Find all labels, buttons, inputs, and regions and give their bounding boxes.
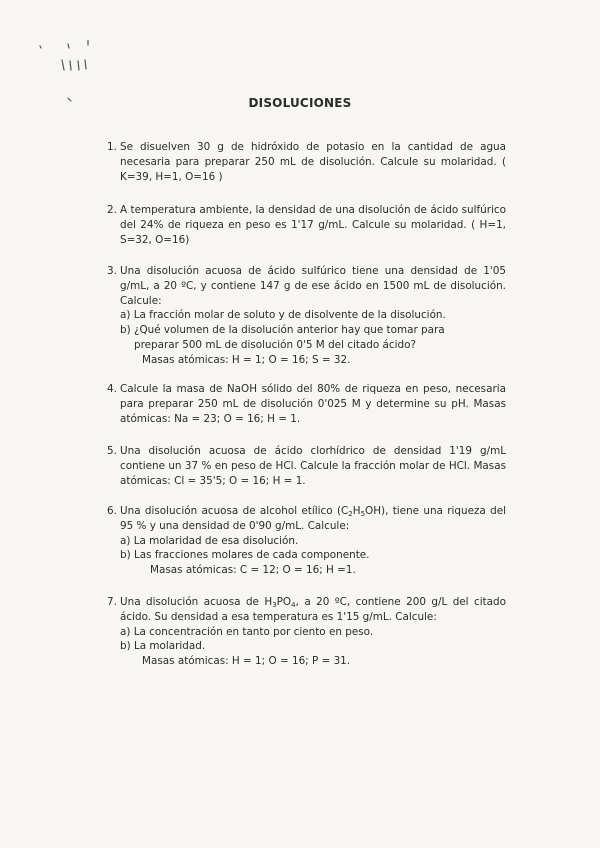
problem-text: Una disolución acuosa de $H_3PO_4$, a 20 ºC, contiene 200 g/L del citado ácido. Su densidad a esa temperatura es 1'15 g/mL. Calcule: xyxy=(120,596,506,623)
page-title: DISOLUCIONES xyxy=(248,96,352,110)
problem-3 xyxy=(107,264,506,368)
problem-number: 5. xyxy=(107,445,117,457)
problem-5 xyxy=(107,444,506,488)
problem-text: Una disolución acuosa de alcohol etílico $(C_2H_5OH)$, tiene una riqueza del 95 % y una densidad de 0'90 g/mL. Calcule: xyxy=(120,505,506,532)
part-a: a) La molaridad de esa disolución. xyxy=(120,534,299,547)
part-a: a) La fracción molar de soluto y de disolvente de la disolución. xyxy=(120,309,446,322)
atomic-masses: Masas atómicas: H = 1; O = 16; P = 31. xyxy=(142,655,351,668)
atomic-masses: Masas atómicas: C = 12; O = 16; H =1. xyxy=(150,564,356,577)
problem-4 xyxy=(107,382,506,426)
problem-number: 6. xyxy=(107,505,117,517)
atomic-masses: Masas atómicas: H = 1; O = 16; S = 32. xyxy=(142,353,351,366)
problem-text: Una disolución acuosa de ácido sulfúrico tiene una densidad de 1'05 g/mL, a 20 ºC, y contiene 147 g de ese ácido en 1500 mL de disolución. Calcule: xyxy=(120,265,506,307)
problem-6 xyxy=(107,504,506,578)
problem-number: 1. xyxy=(107,141,117,153)
problem-number: 2. xyxy=(107,204,117,216)
part-b: b) Las fracciones molares de cada componente. xyxy=(120,549,370,562)
problem-1 xyxy=(107,140,506,184)
part-b: b) La molaridad. xyxy=(120,640,206,653)
problem-text: Una disolución acuosa de ácido clorhídrico de densidad 1'19 g/mL contiene un 37 % en peso de HCl. Calcule la fracción molar de HCl. Masas atómicas: Cl = 35'5; O = 16; H = 1. xyxy=(120,445,506,487)
part-b-continued: preparar 500 mL de disolución 0'5 M del citado ácido? xyxy=(134,338,416,351)
problem-7 xyxy=(107,595,506,669)
problem-text: Se disuelven 30 g de hidróxido de potasio en la cantidad de agua necesaria para preparar 250 mL de disolución. Calcule su molaridad. ( K=39, H=1, O=16 ) xyxy=(120,141,506,183)
problem-text: A temperatura ambiente, la densidad de una disolución de ácido sulfúrico del 24% de riqueza en peso es 1'17 g/mL. Calcule su molaridad. ( H=1, S=32, O=16) xyxy=(120,204,506,246)
problem-2 xyxy=(107,203,506,247)
problem-text: Calcule la masa de NaOH sólido del 80% de riqueza en peso, necesaria para preparar 250 mL de disolución 0'025 M y determine su pH. Masas atómicas: Na = 23; O = 16; H = 1. xyxy=(120,383,506,425)
problem-number: 3. xyxy=(107,265,117,277)
part-a: a) La concentración en tanto por ciento en peso. xyxy=(120,625,374,638)
problem-number: 7. xyxy=(107,596,117,608)
problem-number: 4. xyxy=(107,383,117,395)
part-b: b) ¿Qué volumen de la disolución anterior hay que tomar para xyxy=(120,324,445,337)
